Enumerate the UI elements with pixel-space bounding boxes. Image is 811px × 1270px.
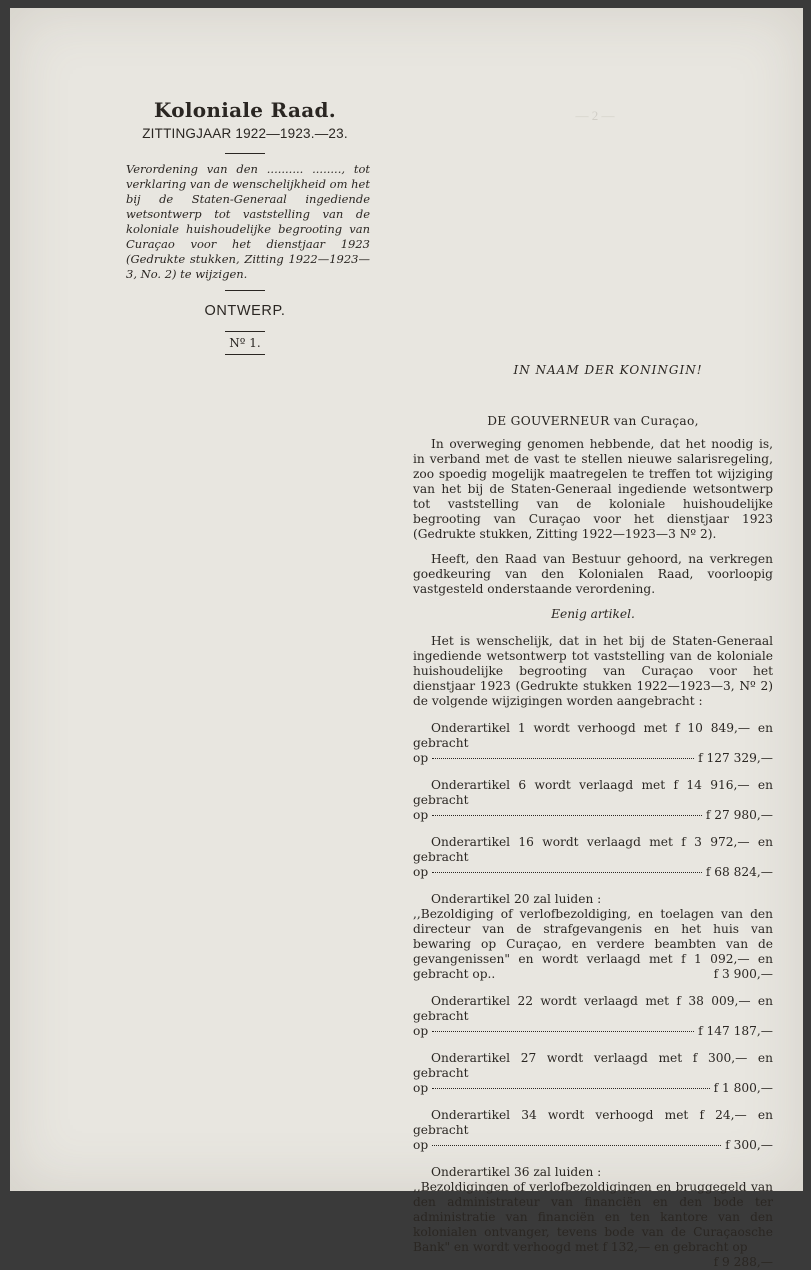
amendment-text: Onderartikel 6 wordt verlaagd met f 14 916,— en gebracht [413, 778, 773, 807]
amendment-item [413, 1051, 773, 1096]
amendment-amount: f 68 824,— [705, 865, 773, 879]
divider [225, 354, 265, 355]
ordinance-description: Verordening van den .......... ........, tot verklaring van de wenschelijkheid om het bij de Staten-Generaal ingediende wetsontwerp tot vaststelling van de koloniale huishoudelijke begrooting van Curaçao voor het dienstjaar 1923 (Gedrukte stukken, Zitting 1922—1923—3, No. 2) te wijzigen. [126, 162, 370, 281]
session-year: ZITTINGJAAR 1922—1923.—23. [142, 126, 348, 141]
amendment-tail: op [413, 865, 429, 879]
amendment-amount: f 3 900,— [713, 967, 773, 981]
amendment-text: Onderartikel 16 wordt verlaagd met f 3 972,— en gebracht [413, 835, 773, 864]
amendment-item [413, 721, 773, 766]
ordinance-body [413, 363, 773, 1270]
amendment-item [413, 1165, 773, 1269]
amendment-amount: f 9 288,— [713, 1255, 773, 1269]
header-block [120, 98, 370, 359]
royal-invocation: IN NAAM DER KONINGIN! [513, 363, 703, 377]
draft-number: Nº 1. [229, 336, 261, 350]
amendment-item [413, 994, 773, 1039]
amendment-tail: op [413, 1138, 429, 1152]
amendment-text: Onderartikel 22 wordt verlaagd met f 38 009,— en gebracht [413, 994, 773, 1023]
council-heard-paragraph: Heeft, den Raad van Bestuur gehoord, na verkregen goedkeuring van den Kolonialen Raad, voorloopig vastgesteld onderstaande verordening. [413, 552, 773, 596]
amendment-tail: op [413, 1024, 429, 1038]
amendment-heading: Onderartikel 36 zal luiden : [431, 1165, 602, 1179]
amendment-amount: f 127 329,— [698, 751, 773, 765]
article-intro: Het is wenschelijk, dat in het bij de Staten-Generaal ingediende wetsontwerp tot vaststelling van de koloniale huishoudelijke begrooting van Curaçao voor het dienstjaar 1923 (Gedrukte stukken 1922—1923—3, Nº 2) de volgende wijzigingen worden aangebracht : [413, 634, 773, 708]
amendment-text: Onderartikel 34 wordt verhoogd met f 24,— en gebracht [413, 1108, 773, 1137]
amendment-amount: f 147 187,— [698, 1024, 773, 1038]
article-heading: Eenig artikel. [551, 607, 635, 621]
amendment-amount: f 300,— [725, 1138, 773, 1152]
amendment-item [413, 1108, 773, 1153]
amendment-item [413, 778, 773, 823]
amendment-tail: op [413, 1081, 429, 1095]
amendment-quote: ,,Bezoldigingen of verlofbezoldigingen en bruggegeld van den administrateur van financiën en den bode ter administratie van financiën en ten kantore van den kolonialen ontvanger, tevens bode van de Curaçaosche Bank" en wordt verhoogd met f 132,— en gebracht op [413, 1180, 773, 1254]
draft-label: ONTWERP. [204, 303, 286, 319]
amendment-item [413, 892, 773, 982]
amendment-amount: f 27 980,— [705, 808, 773, 822]
amendment-tail: op [413, 751, 429, 765]
council-title: Koloniale Raad. [153, 98, 337, 122]
divider [225, 153, 265, 154]
amendment-quote: ,,Bezoldiging of verlofbezoldiging, en toelagen van den directeur van de strafgevangenis en het huis van bewaring op Curaçao, en verdere beambten van de gevangenissen" en wordt verlaagd met f 1 092,— en gebracht op.. [413, 907, 773, 981]
amendment-tail: op [413, 808, 429, 822]
document-page [10, 8, 803, 1269]
governor-line: DE GOUVERNEUR van Curaçao, [487, 414, 699, 428]
amendment-amount: f 1 800,— [713, 1081, 773, 1095]
bleed-through-text: — 2 — [575, 108, 615, 123]
amendment-text: Onderartikel 27 wordt verlaagd met f 300,— en gebracht [413, 1051, 773, 1080]
divider [225, 290, 265, 291]
amendment-text: Onderartikel 1 wordt verhoogd met f 10 849,— en gebracht [413, 721, 773, 750]
amendment-heading: Onderartikel 20 zal luiden : [431, 892, 602, 906]
divider [225, 331, 265, 332]
preamble-paragraph: In overweging genomen hebbende, dat het noodig is, in verband met de vast te stellen nieuwe salarisregeling, zoo spoedig mogelijk maatregelen te treffen tot wijziging van het bij de Staten-Generaal ingediende wetsontwerp tot vaststelling van de koloniale huishoudelijke begrooting van Curaçao voor het dienstjaar 1923 (Gedrukte stukken, Zitting 1922—1923—3 Nº 2). [413, 437, 773, 541]
amendment-item [413, 835, 773, 880]
